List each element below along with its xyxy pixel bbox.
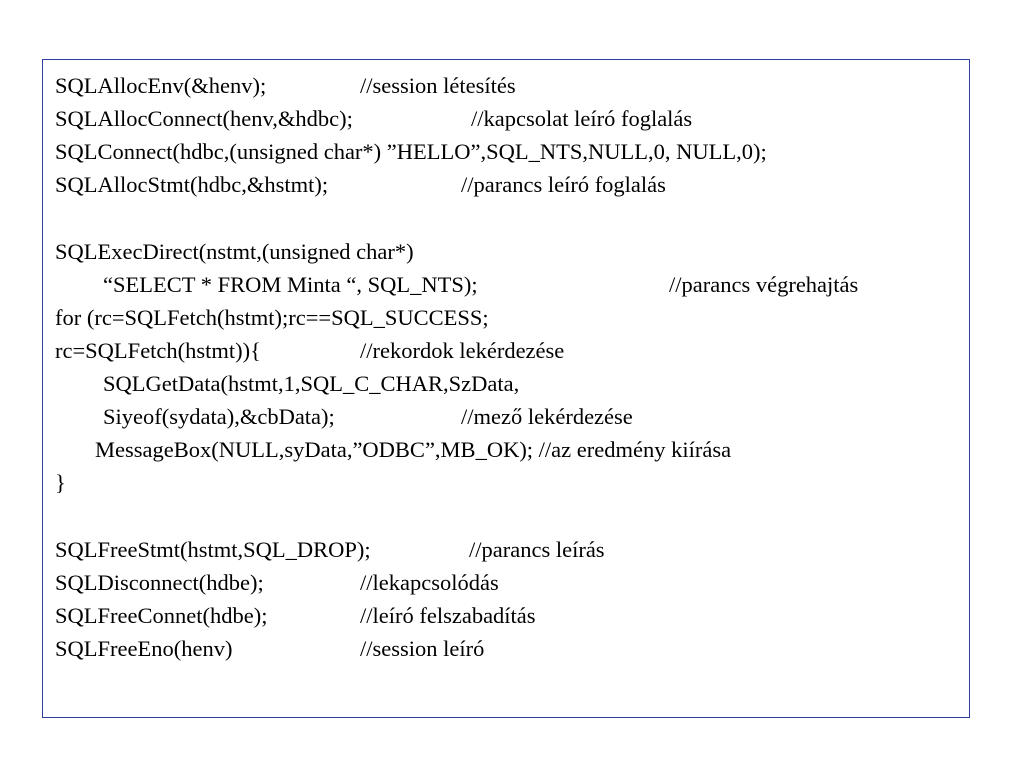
- code-text: rc=SQLFetch(hstmt)){: [55, 338, 261, 363]
- code-text: SQLAllocStmt(hdbc,&hstmt);: [55, 172, 329, 197]
- code-text: SQLFreeStmt(hstmt,SQL_DROP);: [55, 537, 371, 562]
- code-comment: //lekapcsolódás: [360, 570, 499, 595]
- code-text: SQLConnect(hdbc,(unsigned char*) ”HELLO”,SQL_NTS,NULL,0, NULL,0);: [55, 139, 767, 164]
- code-comment: //kapcsolat leíró foglalás: [471, 106, 693, 131]
- code-text: SQLAllocConnect(henv,&hdbc);: [55, 106, 353, 131]
- code-listing-box: [42, 59, 970, 718]
- code-comment: //leíró felszabadítás: [360, 603, 536, 628]
- code-text: SQLDisconnect(hdbe);: [55, 570, 264, 595]
- code-text: SQLFreeConnet(hdbe);: [55, 603, 268, 628]
- code-comment: //parancs végrehajtás: [669, 272, 859, 297]
- code-comment: //mező lekérdezése: [461, 404, 633, 429]
- code-comment: //session létesítés: [360, 73, 516, 98]
- code-comment: //parancs leírás: [469, 537, 605, 562]
- code-text: }: [55, 470, 66, 495]
- code-text: SQLFreeEno(henv): [55, 636, 233, 661]
- code-text: “SELECT * FROM Minta “, SQL_NTS);: [103, 272, 478, 297]
- code-text: SQLExecDirect(nstmt,(unsigned char*): [55, 239, 414, 264]
- code-text: SQLGetData(hstmt,1,SQL_C_CHAR,SzData,: [103, 371, 520, 396]
- code-text: Siyeof(sydata),&cbData);: [103, 404, 335, 429]
- code-comment: //rekordok lekérdezése: [360, 338, 565, 363]
- code-text: MessageBox(NULL,syData,”ODBC”,MB_OK); //az eredmény kiírása: [95, 437, 732, 462]
- code-comment: //parancs leíró foglalás: [461, 172, 666, 197]
- code-comment: //session leíró: [360, 636, 485, 661]
- code-text: SQLAllocEnv(&henv);: [55, 73, 267, 98]
- code-text: for (rc=SQLFetch(hstmt);rc==SQL_SUCCESS;: [55, 305, 489, 330]
